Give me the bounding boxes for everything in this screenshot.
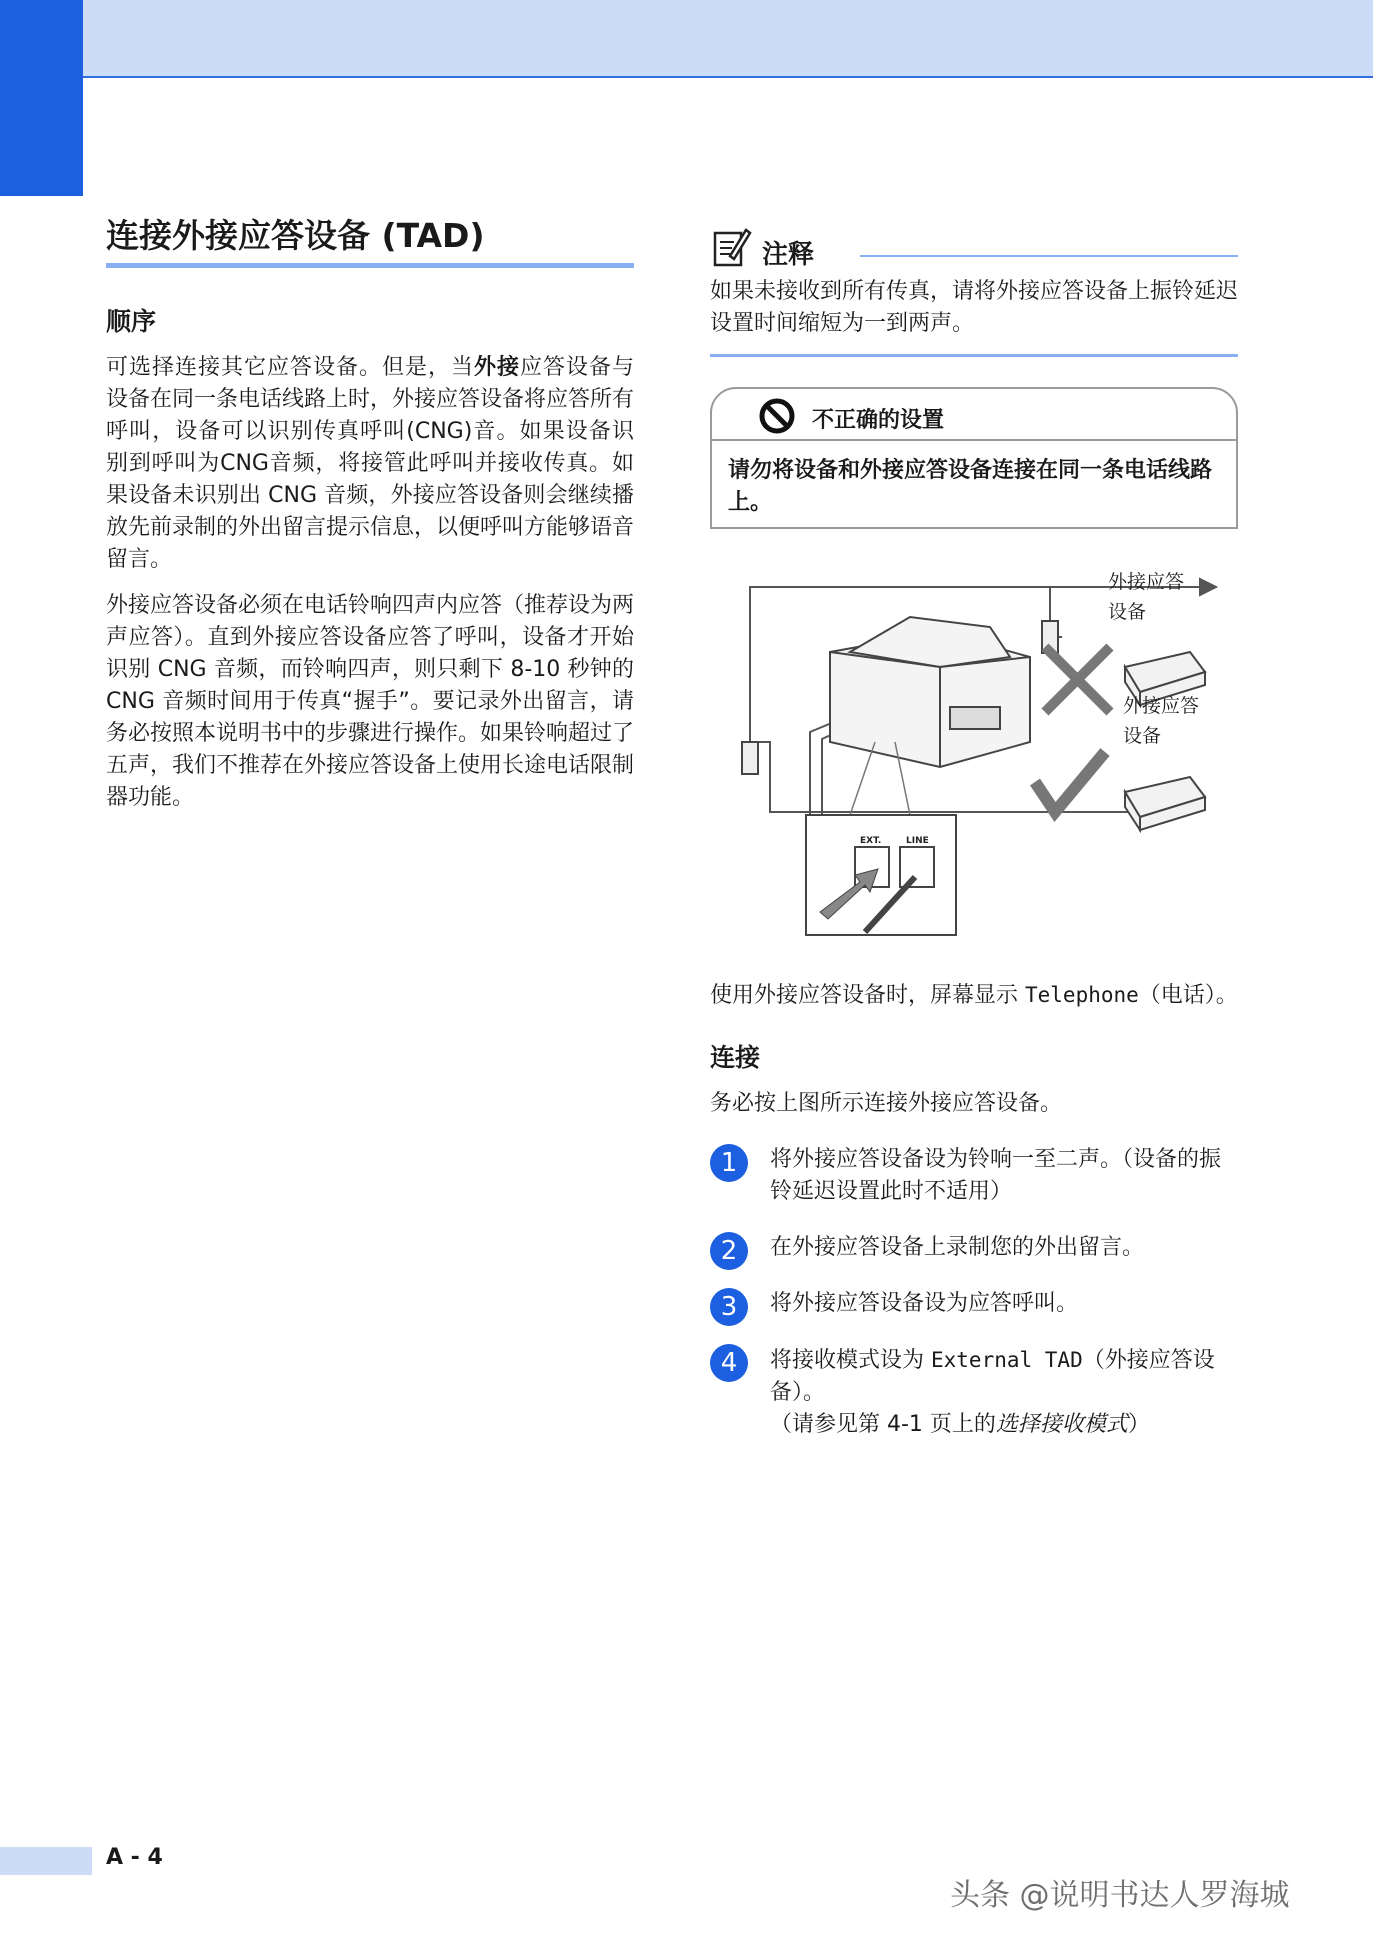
prohibited-icon xyxy=(758,397,796,439)
cross-mark-icon xyxy=(1045,647,1110,712)
right-column xyxy=(710,222,1238,1465)
step-4-reference xyxy=(770,1409,1238,1441)
reference-start: （请参见第 4-1 页上的 xyxy=(770,1412,996,1437)
step-2 xyxy=(710,1232,1238,1264)
diagram-label-top: 外接应答设备 xyxy=(1108,571,1185,623)
step-text-3: 将外接应答设备设为应答呼叫。 xyxy=(770,1291,1079,1316)
step-text-4-end: （外接应答设备）。 xyxy=(770,1348,1215,1405)
page-number: A - 4 xyxy=(106,1845,163,1870)
step-text-4-mode: External TAD xyxy=(931,1348,1083,1372)
display-caption xyxy=(710,979,1238,1012)
paragraph-1-start: 可选择连接其它应答设备。但是，当 xyxy=(106,355,474,380)
connect-intro: 务必按上图所示连接外接应答设备。 xyxy=(710,1091,1063,1116)
watermark: 头条 @说明书达人罗海城 xyxy=(950,1878,1290,1913)
answering-machine-bottom xyxy=(1125,777,1205,830)
step-number-4: 4 xyxy=(710,1344,748,1382)
paragraph-2: 外接应答设备必须在电话铃响四声内应答（推荐设为两声应答）。直到外接应答设备应答了呼叫，设备才开始识别 CNG 音频，而铃响四声，则只剩下 8-10 秒钟的 CNG 音频时间用于传真“握手”。要记录外出留言，请务必按照本说明书中的步骤进行操作。如果铃响超过了五声，我们不推荐在外接应答设备上使用长途电话限制器功能。 xyxy=(106,593,635,810)
step-text-2: 在外接应答设备上录制您的外出留言。 xyxy=(770,1235,1145,1260)
step-1 xyxy=(710,1144,1238,1208)
check-mark-icon xyxy=(1035,752,1105,812)
note-pencil-icon xyxy=(712,226,752,272)
connection-diagram xyxy=(710,557,1238,957)
warning-header xyxy=(712,389,1236,441)
warning-box xyxy=(710,387,1238,529)
line-port-label: LINE xyxy=(906,836,929,846)
note-divider xyxy=(860,255,1238,257)
ext-port-label: EXT. xyxy=(860,836,882,846)
note-header xyxy=(710,222,1238,270)
step-number-3: 3 xyxy=(710,1288,748,1326)
caption-end: （电话）。 xyxy=(1138,983,1238,1008)
step-number-1: 1 xyxy=(710,1144,748,1182)
step-number-2: 2 xyxy=(710,1232,748,1270)
section-heading-order: 顺序 xyxy=(106,307,157,336)
step-text-4-start: 将接收模式设为 xyxy=(770,1348,931,1373)
warning-title: 不正确的设置 xyxy=(812,408,945,433)
section-heading-connect: 连接 xyxy=(710,1043,761,1072)
step-4 xyxy=(710,1344,1238,1441)
header-band xyxy=(0,0,1373,78)
step-text-1: 将外接应答设备设为铃响一至二声。（设备的振铃延迟设置此时不适用） xyxy=(770,1147,1222,1204)
caption-start: 使用外接应答设备时，屏幕显示 xyxy=(710,983,1025,1008)
left-column xyxy=(106,210,634,828)
caption-display-text: Telephone xyxy=(1025,983,1139,1007)
step-3 xyxy=(710,1288,1238,1320)
footer-band xyxy=(0,1847,92,1875)
chapter-tab xyxy=(0,0,83,196)
diagram-label-bottom: 外接应答设备 xyxy=(1123,695,1200,747)
page-title: 连接外接应答设备 (TAD) xyxy=(106,210,634,268)
paragraph-1 xyxy=(106,352,634,576)
fax-machine-illustration xyxy=(830,617,1030,767)
paragraph-1-bold: 外接 xyxy=(473,355,520,380)
warning-text: 请勿将设备和外接应答设备连接在同一条电话线路上。 xyxy=(728,458,1213,515)
note-text: 如果未接收到所有传真，请将外接应答设备上振铃延迟设置时间缩短为一到两声。 xyxy=(710,276,1238,357)
note-title: 注释 xyxy=(762,240,815,270)
reference-link-text: 选择接收模式 xyxy=(995,1412,1128,1437)
paragraph-1-rest: 应答设备与设备在同一条电话线路上时，外接应答设备将应答所有呼叫，设备可以识别传真呼叫(CNG)音。如果设备识别到呼叫为CNG音频，将接管此呼叫并接收传真。如果设备未识别出 CNG 音频，外接应答设备则会继续播放先前录制的外出留言提示信息，以便呼叫方能够语音留言。 xyxy=(106,355,635,572)
reference-end: ） xyxy=(1127,1412,1150,1437)
